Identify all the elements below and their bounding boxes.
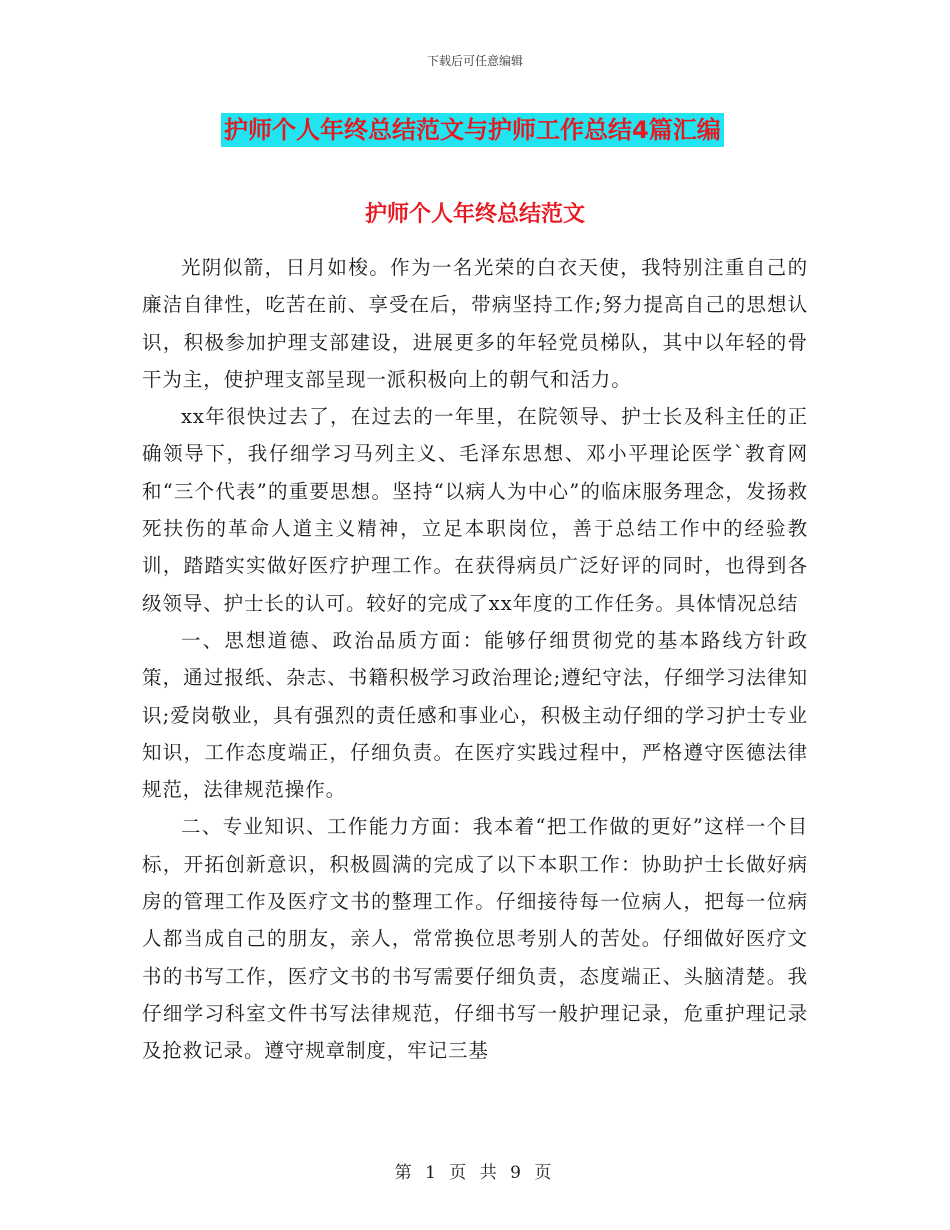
section-title: 护师个人年终总结范文	[364, 202, 585, 227]
paragraph: 一、思想道德、政治品质方面：能够仔细贯彻党的基本路线方针政策，通过报纸、杂志、书籍积极学习政治理论;遵纪守法，仔细学习法律知识;爱岗敬业，具有强烈的责任感和事业心，积极主动仔细的学习护士专业知识，工作态度端正，仔细负责。在医疗实践过程中，严格遵守医德法律规范，法律规范操作。	[142, 628, 808, 802]
paragraph: 二、专业知识、工作能力方面：我本着“把工作做的更好”这样一个目标，开拓创新意识，积极圆满的完成了以下本职工作：协助护士长做好病房的管理工作及医疗文书的整理工作。仔细接待每一位病人，把每一位病人都当成自己的朋友，亲人，常常换位思考别人的苦处。仔细做好医疗文书的书写工作，医疗文书的书写需要仔细负责，态度端正、头脑清楚。我仔细学习科室文件书写法律规范，仔细书写一般护理记录，危重护理记录及抢救记录。遵守规章制度，牢记三基	[142, 815, 808, 1063]
page-number: 第 1 页 共 9 页	[394, 1163, 556, 1183]
paragraph: xx年很快过去了，在过去的一年里，在院领导、护士长及科主任的正确领导下，我仔细学习马列主义、毛泽东思想、邓小平理论医学`教育网和“三个代表”的重要思想。坚持“以病人为中心”的临床服务理念，发扬救死扶伤的革命人道主义精神，立足本职岗位，善于总结工作中的经验教训，踏踏实实做好医疗护理工作。在获得病员广泛好评的同时，也得到各级领导、护士长的认可。较好的完成了xx年度的工作任务。具体情况总结	[142, 405, 808, 615]
document-body	[142, 249, 808, 1070]
paragraph: 光阴似箭，日月如梭。作为一名光荣的白衣天使，我特别注重自己的廉洁自律性，吃苦在前、享受在后，带病坚持工作;努力提高自己的思想认识，积极参加护理支部建设，进展更多的年轻党员梯队，其中以年轻的骨干为主，使护理支部呈现一派积极向上的朝气和活力。	[142, 256, 808, 391]
header-note: 下载后可任意编辑	[426, 54, 523, 68]
document-title: 护师个人年终总结范文与护师工作总结4篇汇编	[221, 113, 724, 147]
